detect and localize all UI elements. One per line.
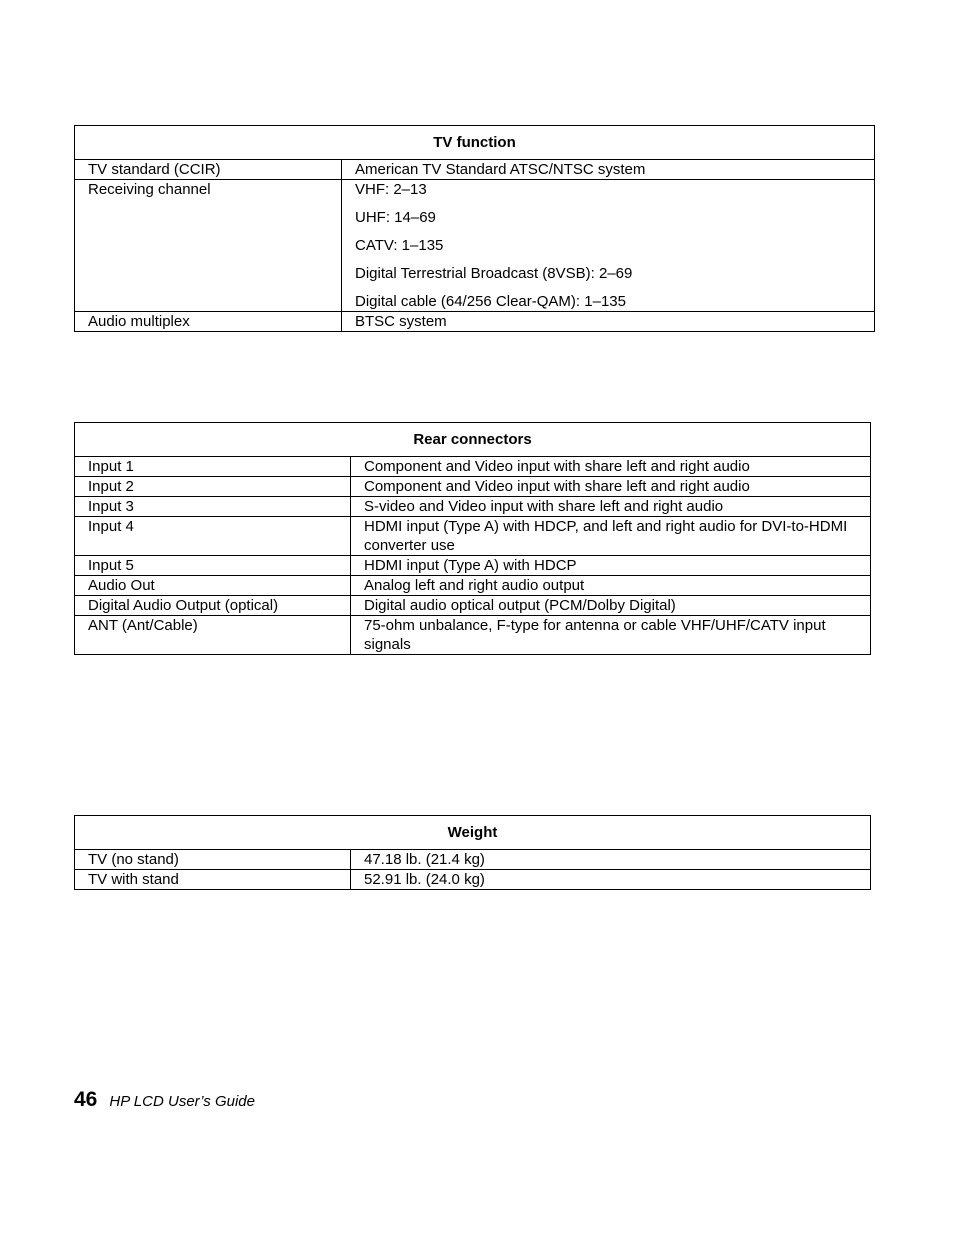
spec-value-line: S-video and Video input with share left and right audio [364, 498, 724, 515]
spec-value [351, 517, 871, 556]
table-row [75, 596, 871, 616]
guide-title: HP LCD User’s Guide [109, 1093, 255, 1110]
table-title: Weight [75, 816, 871, 850]
table-row [75, 556, 871, 576]
spec-value [351, 497, 871, 517]
spec-value-line: HDMI input (Type A) with HDCP [364, 557, 577, 574]
spec-value-line: HDMI input (Type A) with HDCP, and left and right audio for DVI-to-HDMI converter use [364, 518, 848, 554]
spec-label: TV (no stand) [75, 850, 351, 870]
table-row [75, 517, 871, 556]
spec-value [351, 576, 871, 596]
spec-label: Input 4 [75, 517, 351, 556]
spec-value [342, 312, 875, 332]
spec-value [351, 596, 871, 616]
spec-value-line: Digital Terrestrial Broadcast (8VSB): 2–69 [355, 265, 633, 282]
spec-value-line: 75-ohm unbalance, F-type for antenna or cable VHF/UHF/CATV input signals [364, 617, 826, 653]
page-footer [74, 1088, 255, 1112]
spec-value [342, 180, 875, 312]
table-row [75, 616, 871, 655]
spec-value [351, 457, 871, 477]
spec-value [342, 160, 875, 180]
spec-value [351, 616, 871, 655]
spec-value-line: UHF: 14–69 [355, 209, 436, 226]
rear-connectors-table [74, 422, 871, 655]
spec-value [351, 477, 871, 497]
spec-value-line: Digital cable (64/256 Clear-QAM): 1–135 [355, 293, 626, 310]
spec-value-line: Component and Video input with share left and right audio [364, 478, 750, 495]
spec-label: TV with stand [75, 870, 351, 890]
spec-value-line: Component and Video input with share left and right audio [364, 458, 750, 475]
weight-table [74, 815, 871, 890]
table-row [75, 497, 871, 517]
table-title: Rear connectors [75, 423, 871, 457]
spec-label: Input 5 [75, 556, 351, 576]
spec-label: Audio multiplex [75, 312, 342, 332]
spec-value [351, 850, 871, 870]
spec-label: Input 1 [75, 457, 351, 477]
page-number: 46 [74, 1088, 98, 1111]
spec-value-line: BTSC system [355, 313, 447, 330]
spec-value-line: American TV Standard ATSC/NTSC system [355, 161, 646, 178]
spec-label: ANT (Ant/Cable) [75, 616, 351, 655]
spec-value-line: Digital audio optical output (PCM/Dolby Digital) [364, 597, 676, 614]
spec-value [351, 870, 871, 890]
spec-value-line: Analog left and right audio output [364, 577, 585, 594]
table-row [75, 850, 871, 870]
spec-label: Input 3 [75, 497, 351, 517]
spec-value-line: 47.18 lb. (21.4 kg) [364, 851, 485, 868]
spec-label: Receiving channel [75, 180, 342, 312]
spec-value [351, 556, 871, 576]
table-row [75, 180, 875, 312]
spec-label: TV standard (CCIR) [75, 160, 342, 180]
spec-value-line: CATV: 1–135 [355, 237, 444, 254]
table-row [75, 312, 875, 332]
table-row [75, 457, 871, 477]
spec-label: Audio Out [75, 576, 351, 596]
table-row [75, 160, 875, 180]
table-title: TV function [75, 126, 875, 160]
spec-value-line: 52.91 lb. (24.0 kg) [364, 871, 485, 888]
tv-function-table [74, 125, 875, 332]
spec-label: Digital Audio Output (optical) [75, 596, 351, 616]
spec-value-line: VHF: 2–13 [355, 181, 427, 198]
table-row [75, 576, 871, 596]
table-row [75, 477, 871, 497]
spec-label: Input 2 [75, 477, 351, 497]
table-row [75, 870, 871, 890]
